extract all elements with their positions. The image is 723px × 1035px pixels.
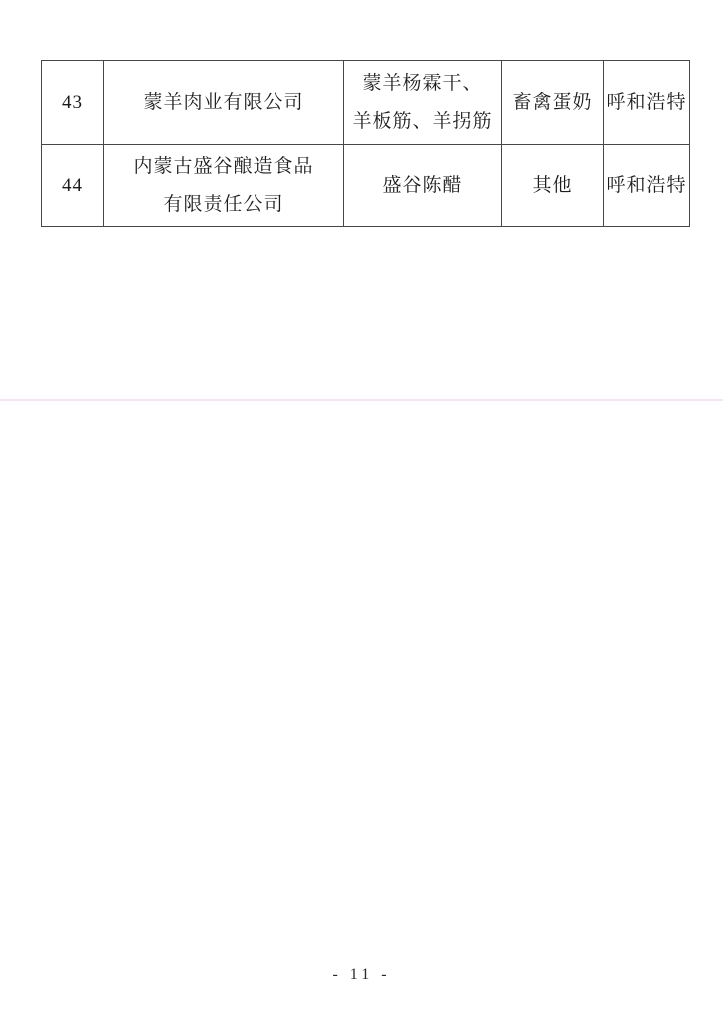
product-line: 盛谷陈醋: [382, 174, 463, 196]
table-row: [42, 61, 690, 145]
product-line: 蒙羊杨霖干、: [362, 72, 483, 94]
cell-category: [502, 145, 604, 227]
cell-city: [604, 145, 690, 227]
company-name-line: 有限责任公司: [163, 193, 284, 215]
cell-category: [502, 61, 604, 145]
product-line: 羊板筋、羊拐筋: [352, 110, 493, 132]
cell-city: [604, 61, 690, 145]
row-index: 43: [62, 91, 83, 113]
row-index: 44: [62, 174, 83, 196]
city-label: 呼和浩特: [606, 174, 687, 196]
table-row: [42, 145, 690, 227]
cell-company: [104, 61, 344, 145]
city-label: 呼和浩特: [606, 91, 687, 113]
cell-products: [344, 145, 502, 227]
category-label: 畜禽蛋奶: [512, 91, 593, 113]
company-name-line: 内蒙古盛谷酿造食品: [133, 155, 314, 177]
page-number: - 11 -: [332, 966, 391, 983]
cell-products: [344, 61, 502, 145]
cell-index: [42, 61, 104, 145]
company-product-table: [41, 60, 690, 227]
cell-index: [42, 145, 104, 227]
scan-artifact-line: [0, 399, 723, 401]
cell-company: [104, 145, 344, 227]
company-name: 蒙羊肉业有限公司: [143, 91, 304, 113]
category-label: 其他: [532, 174, 573, 196]
